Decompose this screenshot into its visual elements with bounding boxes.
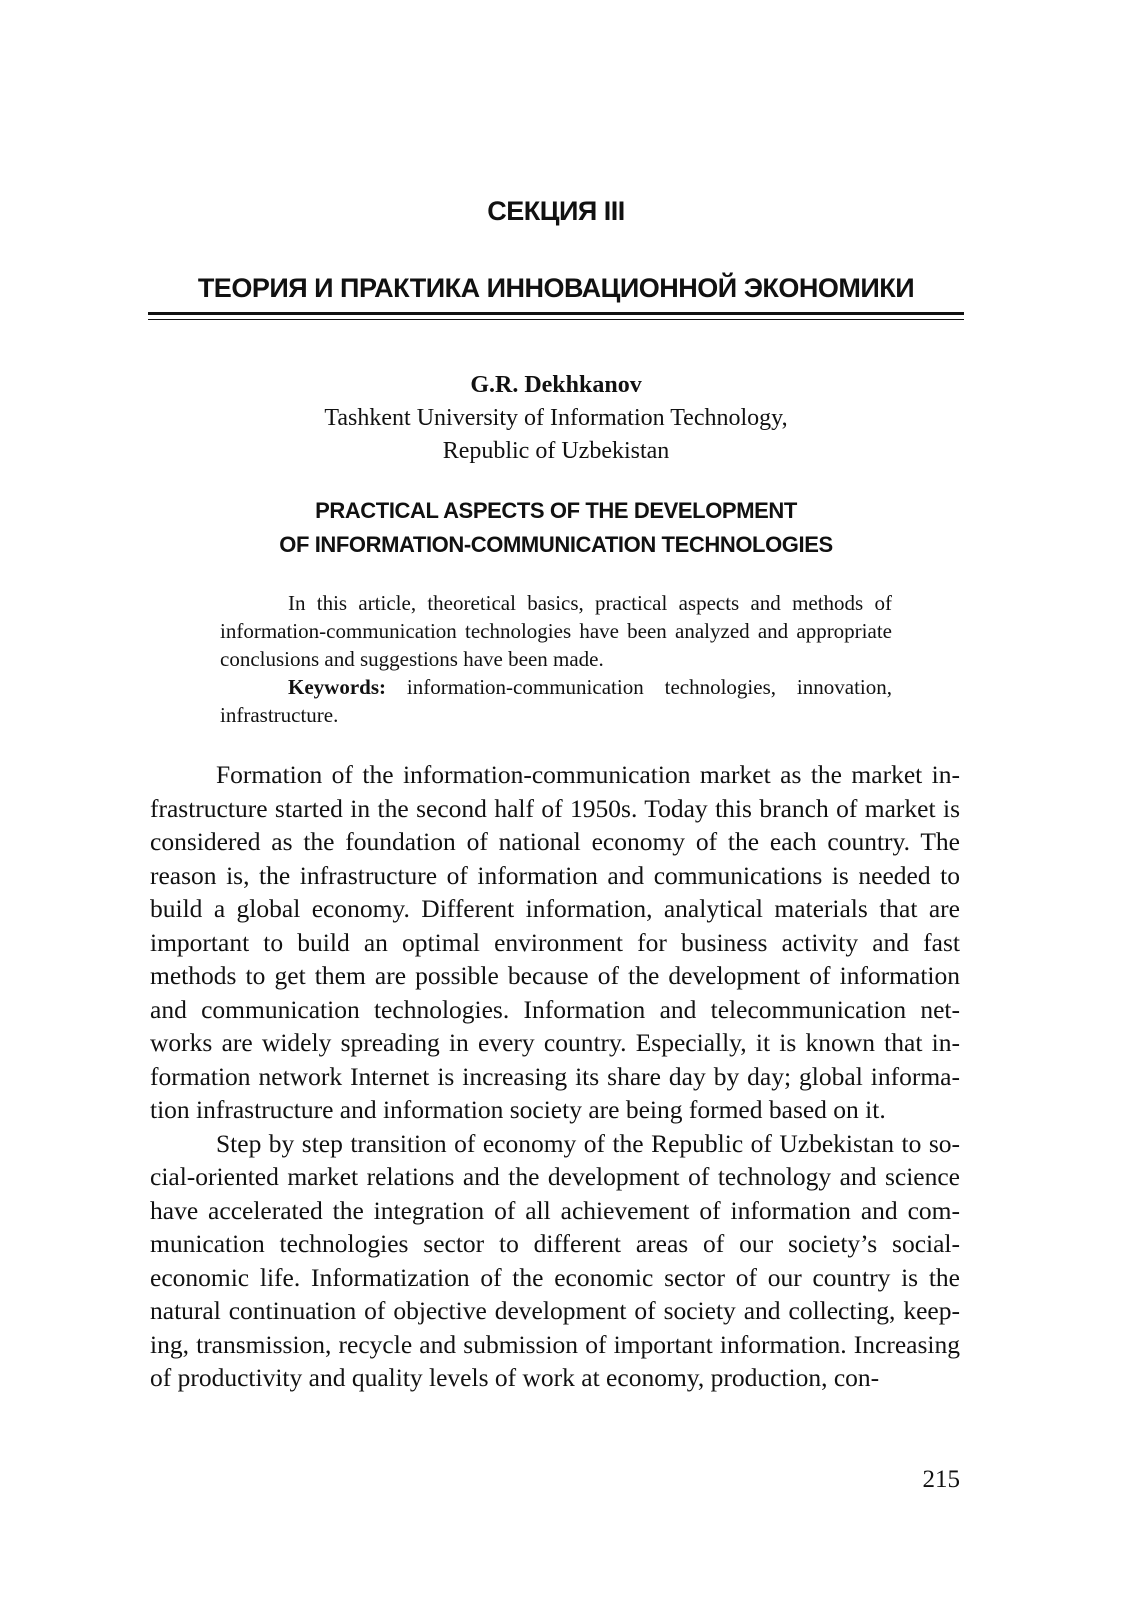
keywords-label: Keywords: [288, 675, 386, 699]
section-title: ТЕОРИЯ И ПРАКТИКА ИННОВАЦИОННОЙ ЭКОНОМИКИ [197, 273, 915, 303]
author-affiliation-line-1: Tashkent University of Information Technology, [324, 405, 788, 431]
author-name: G.R. Dekhkanov [470, 372, 642, 398]
page-number: 215 [922, 1466, 960, 1493]
abstract-text: In this article, theoretical basics, practical aspects and methods of information-communication technologies have been analyzed and appropriate conclusions and suggestions have been made. [220, 591, 892, 671]
keywords-list: information-communication technologies, innovation, infrastructure. [220, 675, 892, 727]
abstract [220, 589, 892, 729]
keywords [220, 673, 892, 729]
body-paragraph-2: Step by step transition of economy of the Republic of Uzbekistan to social-oriented market relations and the development of technology and science have accelerated the integration of all achievement of information and communication technologies sector to different areas of our society’s social-economic life. Informatization of the economic sector of our country is the natural continuation of objective development of society and collecting, keeping, transmission, recycle and submission of important information. Increasing of productivity and quality levels of work at economy, production, con- [150, 1128, 960, 1392]
section-number: СЕКЦИЯ III [487, 196, 625, 226]
body-paragraph-1: Formation of the information-communication market as the market infrastructure started in the second half of 1950s. Today this branch of market is considered as the foundation of national economy of the each country. The reason is, the infrastructure of information and communications is needed to build a global economy. Different information, analytical materials that are important to build an optimal environment for business activity and fast methods to get them are possible because of the development of information and communication technologies. Information and telecommunication networks are widely spreading in every country. Especially, it is known that information network Internet is increasing its share day by day; global information infrastructure and information society are being formed based on it. [150, 760, 960, 1124]
article-title-line-2: OF INFORMATION-COMMUNICATION TECHNOLOGIES [279, 532, 833, 557]
title-rule-thick [148, 312, 964, 315]
article-title-line-1: PRACTICAL ASPECTS OF THE DEVELOPMENT [315, 498, 797, 523]
body-text [150, 758, 960, 1395]
title-rule-thin [148, 319, 964, 320]
author-affiliation-line-2: Republic of Uzbekistan [442, 438, 670, 464]
